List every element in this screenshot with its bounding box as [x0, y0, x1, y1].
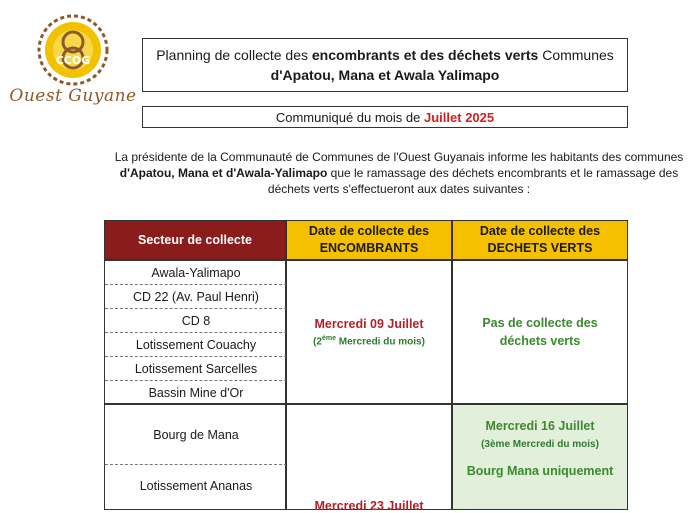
collection-table: [104, 220, 628, 513]
intro-paragraph: [104, 149, 694, 197]
table-row: Bourg de Mana: [105, 405, 287, 465]
page-title: [142, 38, 628, 92]
dechets-verts-date: Mercredi 16 Juillet: [485, 419, 595, 433]
no-collection-text: Pas de collecte des déchets verts: [482, 316, 598, 348]
intro-line3: déchets verts s'effectueront aux dates suivantes :: [267, 182, 531, 196]
table-row: Bassin Mine d'Or: [148, 386, 244, 400]
header-dechets-verts: Date de collecte des DECHETS VERTS: [452, 220, 628, 260]
title-prefix: Planning de collecte des: [156, 47, 312, 63]
table-row: Lotissement Sarcelles: [105, 357, 287, 381]
encombrants-date: Mercredi 09 Juillet: [314, 316, 424, 331]
dechets-verts-cell-group1: [452, 260, 628, 404]
dechets-verts-cell-group2: [452, 404, 628, 510]
header-encombrants: Date de collecte des ENCOMBRANTS: [286, 220, 452, 260]
table-row: Lotissement Couachy: [105, 333, 287, 357]
header-sector: Secteur de collecte: [104, 220, 286, 260]
intro-line1: La présidente de la Communauté de Communes de l'Ouest Guyanais informe les habitants des communes: [114, 150, 684, 164]
encombrants-note: (2ème Mercredi du mois): [313, 334, 425, 348]
communique-month: Juillet 2025: [424, 109, 495, 125]
dechets-verts-note: (3ème Mercredi du mois): [481, 439, 599, 450]
communique-box: [142, 106, 628, 128]
encombrants-cell-group2: [286, 404, 452, 513]
table-row: CD 8: [105, 309, 287, 333]
encombrants-cell-group1: [286, 260, 452, 404]
table-row: Awala-Yalimapo: [105, 261, 287, 285]
dechets-verts-scope: Bourg Mana uniquement: [466, 464, 614, 478]
sector-column-group2: [104, 404, 286, 510]
title-suffix: Communes: [538, 47, 614, 63]
intro-bold: d'Apatou, Mana et d'Awala-Yalimapo: [119, 166, 328, 180]
table-row: CD 22 (Av. Paul Henri): [105, 285, 287, 309]
svg-text:CCOG: CCOG: [55, 54, 91, 67]
table-row: Lotissement Ananas: [139, 479, 253, 493]
intro-line2: que le ramassage des déchets encombrants et le ramassage des: [327, 166, 679, 180]
title-bold: encombrants et des déchets verts: [311, 47, 539, 63]
logo-script-text: Ouest Guyane: [9, 86, 137, 106]
title-line2: d'Apatou, Mana et Awala Yalimapo: [270, 67, 500, 83]
communique-prefix: Communiqué du mois de: [275, 109, 421, 125]
encombrants-date-2: Mercredi 23 Juillet: [314, 499, 424, 513]
sector-column-group1: [104, 260, 286, 404]
